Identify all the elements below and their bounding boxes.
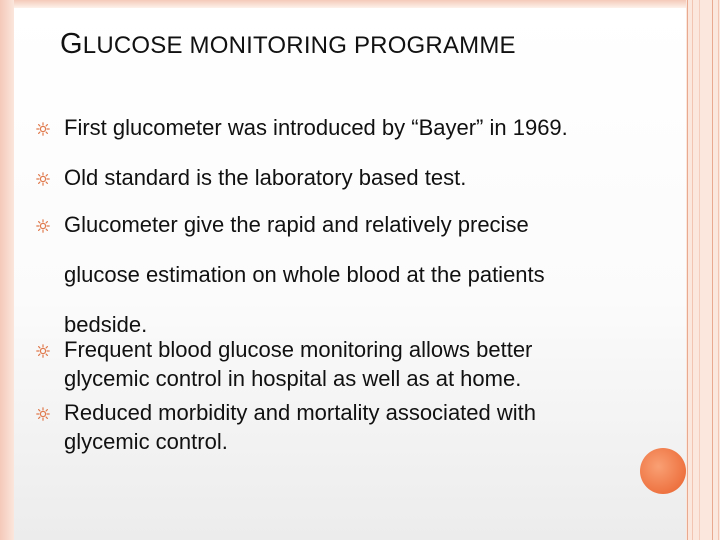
bullet-line: bedside. <box>64 312 148 337</box>
decorative-line <box>718 0 719 540</box>
bullet-text <box>64 113 568 143</box>
bullet-line: Glucometer give the rapid and relatively precise <box>64 212 529 237</box>
decorative-line <box>692 0 693 540</box>
decorative-line <box>699 0 700 540</box>
bullet-line: Old standard is the laboratory based test. <box>64 165 467 190</box>
decorative-orange-circle <box>640 448 686 494</box>
title-first-letter: G <box>60 28 83 60</box>
bullet-line: glycemic control. <box>64 429 228 454</box>
bullet-text <box>64 163 466 193</box>
sun-bullet-icon <box>36 344 50 358</box>
decorative-line <box>712 0 713 540</box>
bullet-line: glycemic control in hospital as well as at home. <box>64 366 522 391</box>
sun-bullet-icon <box>36 122 50 136</box>
bullet-line: Reduced morbidity and mortality associated with <box>64 400 537 425</box>
bullet-line: Frequent blood glucose monitoring allows better <box>64 337 533 362</box>
slide-top-border <box>0 0 720 8</box>
sun-bullet-icon <box>36 407 50 421</box>
slide-title <box>60 28 516 61</box>
sun-bullet-icon <box>36 219 50 233</box>
title-rest: LUCOSE MONITORING PROGRAMME <box>82 32 516 59</box>
bullet-text <box>64 398 536 456</box>
bullet-text <box>64 335 532 393</box>
sun-bullet-icon <box>36 172 50 186</box>
bullet-line: glucose estimation on whole blood at the patients <box>64 262 545 287</box>
decorative-line <box>687 0 688 540</box>
bullet-text <box>64 200 545 350</box>
bullet-line: First glucometer was introduced by “Bayer” in 1969. <box>64 115 568 140</box>
slide-left-border <box>0 0 14 540</box>
